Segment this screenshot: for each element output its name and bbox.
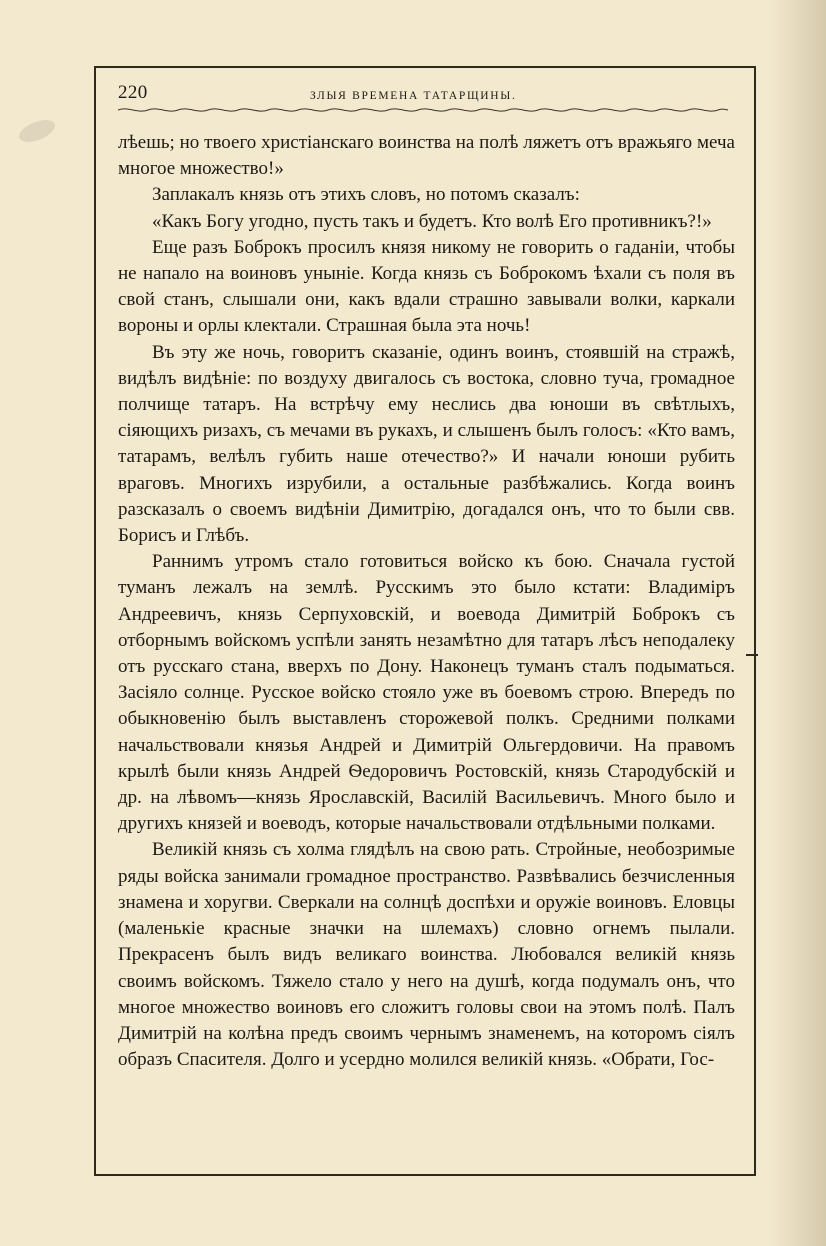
paragraph-6: Раннимъ утромъ стало готовиться войско къ бою. Сначала густой туманъ лежалъ на землѣ. Русскимъ это было кстати: Владиміръ Андреевичъ, князь Серпуховскій, и воевода Димитрій Боброкъ съ отборнымъ войскомъ успѣли занять незамѣтно для татаръ лѣсъ неподалеку отъ русскаго стана, вверхъ по Дону. Наконецъ туманъ сталъ подыматься. Засіяло солнце. Русское войско стояло уже въ боевомъ строю. Впередъ по обыкновенію былъ выставленъ сторожевой полкъ. Средними полками начальствовали князья Андрей и Димитрій Ольгердовичи. На правомъ крылѣ были князь Андрей Ѳедоровичъ Ростовскій, князь Стародубскій и др. на лѣвомъ—князь Ярославскій, Василій Васильевичъ. Много было и другихъ князей и воеводъ, которые начальствовали отдѣльными полками. <box>118 551 735 835</box>
paragraph-4: Еще разъ Боброкъ просилъ князя никому не говорить о гаданіи, чтобы не напало на воиновъ уныніе. Когда князь съ Боброкомъ ѣхали съ поля въ свой станъ, слышали они, какъ вдали страшно завывали волки, каркали вороны и орлы клектали. Страшная была эта ночь! <box>118 236 735 337</box>
running-head-title: ЗЛЫЯ ВРЕМЕНА ТАТАРЩИНЫ. <box>310 90 517 102</box>
page-edge-shadow <box>768 0 826 1246</box>
paragraph-3: «Какъ Богу угодно, пусть такъ и будетъ. Кто волѣ Его противникъ?!» <box>152 210 712 232</box>
running-head <box>118 82 734 108</box>
paragraph-7: Великій князь съ холма глядѣлъ на свою рать. Стройные, необозримые ряды войска занимали громадное пространство. Развѣвались безчисленныя знамена и хоругви. Сверкали на солнцѣ доспѣхи и оружіе воиновъ. Еловцы (маленькіе красные значки на шлемахъ) словно огнемъ пылали. Прекрасенъ былъ видъ великаго воинства. Любовался великій князь своимъ войскомъ. Тяжело стало у него на душѣ, когда подумалъ онъ, что многое множество воиновъ его сложитъ головы свои на этомъ полѣ. Палъ Димитрій на колѣна предъ своимъ чернымъ знаменемъ, на которомъ сіялъ образъ Спасителя. Долго и усердно молился великій князь. «Обрати, Гос- <box>118 839 735 1071</box>
paragraph-2: Заплакалъ князь отъ этихъ словъ, но потомъ сказалъ: <box>152 184 580 206</box>
paragraph-1: лѣешь; но твоего христіанскаго воинства на полѣ ляжетъ отъ вражьяго меча многое множество!» <box>118 132 735 180</box>
paragraph-5: Въ эту же ночь, говоритъ сказаніе, одинъ воинъ, стоявшій на стражѣ, видѣлъ видѣніе: по воздуху двигалось съ востока, словно туча, громадное полчище татаръ. На встрѣчу ему неслись два юноши въ свѣтлыхъ, сіяющихъ ризахъ, съ мечами въ рукахъ, и слышенъ былъ голосъ: «Кто вамъ, татарамъ, велѣлъ губить наше отечество?» И начали юноши рубить враговъ. Многихъ изрубили, а остальные разбѣжались. Когда воинъ разсказалъ о своемъ видѣніи Димитрію, догадался онъ, что то были свв. Борисъ и Глѣбъ. <box>118 341 735 547</box>
page-number: 220 <box>118 82 148 103</box>
margin-tick <box>746 654 758 656</box>
decorative-rule <box>118 106 728 114</box>
body-text <box>118 130 735 1073</box>
paper-smudge <box>16 116 58 147</box>
